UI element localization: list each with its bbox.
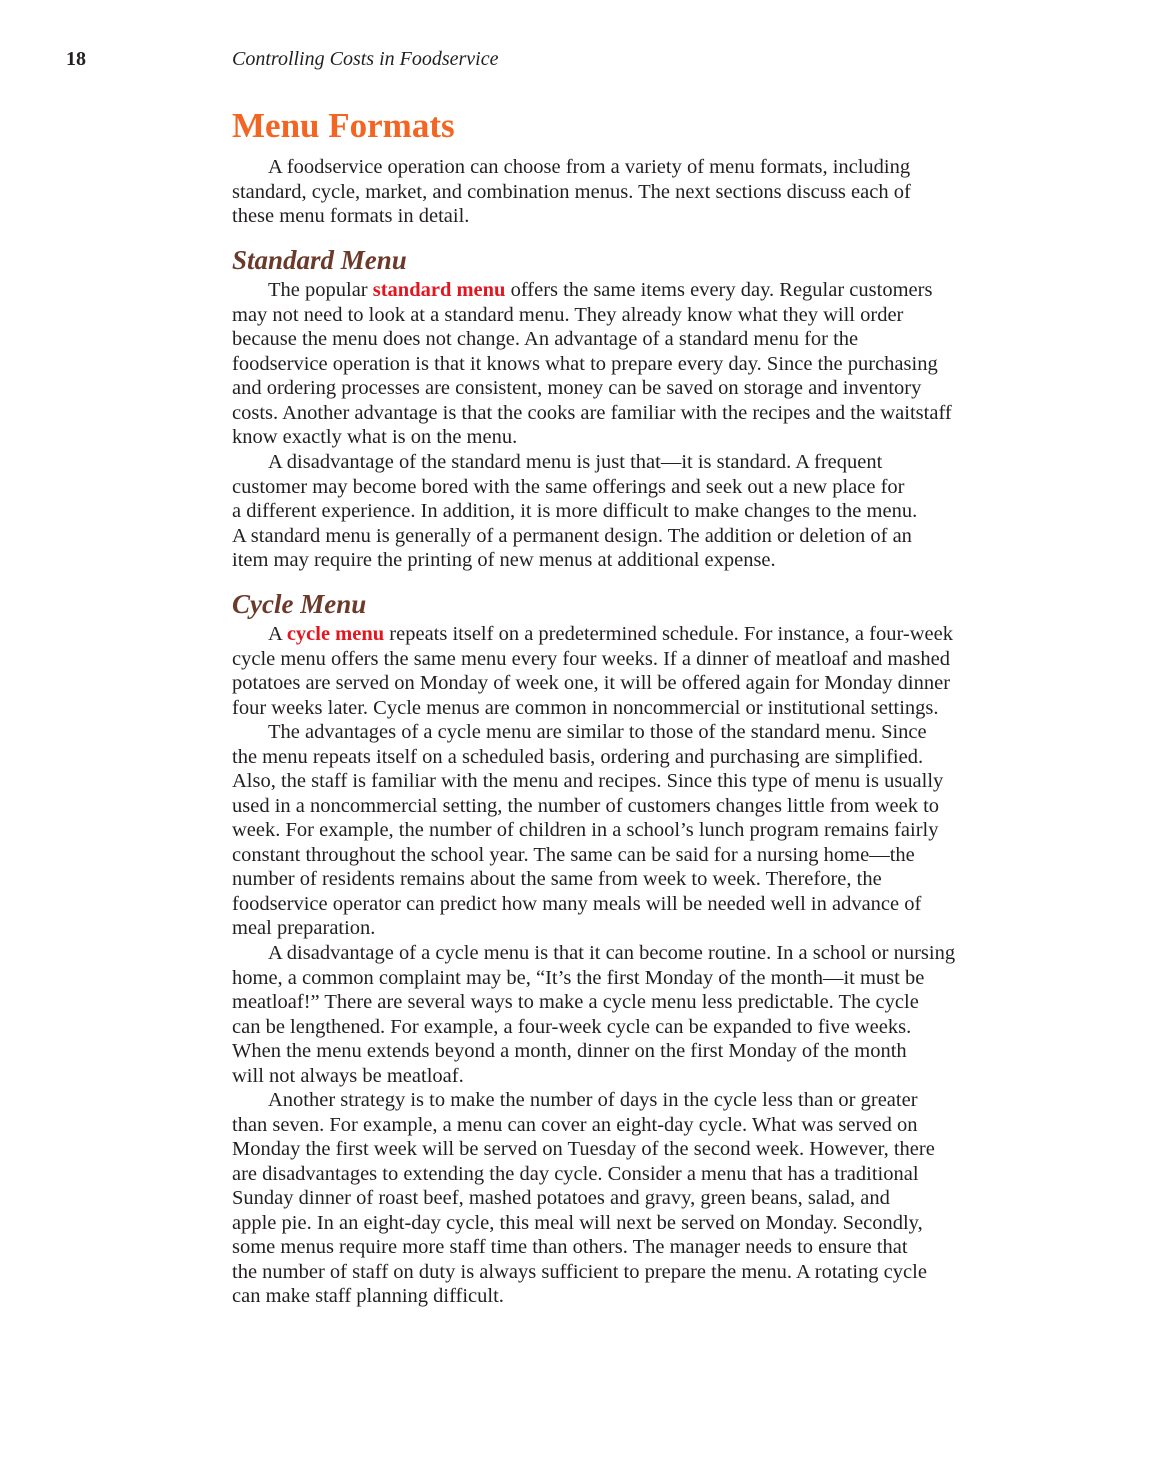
text-line: item may require the printing of new menus at additional expense. [232, 549, 776, 571]
text-line: Also, the staff is familiar with the menu and recipes. Since this type of menu is usually [232, 770, 944, 792]
paragraph [232, 450, 917, 573]
text-line [232, 278, 952, 303]
paragraph [232, 622, 953, 720]
page-number: 18 [66, 48, 86, 70]
text-line: meal preparation. [232, 917, 376, 939]
text-line: meatloaf!” There are several ways to make a cycle menu less predictable. The cycle [232, 991, 919, 1013]
text-line: can make staff planning difficult. [232, 1285, 504, 1307]
text-line: A foodservice operation can choose from a variety of menu formats, including [268, 156, 911, 178]
text-line: home, a common complaint may be, “It’s the first Monday of the month—it must be [232, 966, 925, 989]
text-line: because the menu does not change. An advantage of a standard menu for the [232, 328, 859, 350]
text-line: A standard menu is generally of a permanent design. The addition or deletion of an [232, 524, 912, 547]
text-line: the number of staff on duty is always sufficient to prepare the menu. A rotating cycle [232, 1260, 927, 1283]
text-line: costs. Another advantage is that the cooks are familiar with the recipes and the waitstaff [232, 401, 952, 424]
text-line: these menu formats in detail. [232, 205, 470, 227]
text-line: four weeks later. Cycle menus are common in noncommercial or institutional settings. [232, 696, 939, 719]
text-line: will not always be meatloaf. [232, 1064, 464, 1087]
text-line: can be lengthened. For example, a four-week cycle can be expanded to five weeks. [232, 1015, 912, 1038]
text-line: are disadvantages to extending the day cycle. Consider a menu that has a traditional [232, 1162, 919, 1185]
text-line: The advantages of a cycle menu are similar to those of the standard menu. Since [268, 721, 927, 743]
text-segment: The popular [268, 279, 373, 301]
running-header: Controlling Costs in Foodservice [232, 48, 499, 70]
text-line: may not need to look at a standard menu. They already know what they will order [232, 303, 904, 326]
paragraph [232, 720, 943, 941]
text-line: Another strategy is to make the number of days in the cycle less than or greater [268, 1089, 918, 1111]
key-term: standard menu [372, 279, 506, 301]
text-line: Sunday dinner of roast beef, mashed potatoes and gravy, green beans, salad, and [232, 1187, 890, 1209]
paragraph [232, 1088, 935, 1309]
text-line: and ordering processes are consistent, money can be saved on storage and inventory [232, 377, 922, 399]
section-title: Menu Formats [232, 106, 455, 145]
text-line: a different experience. In addition, it is more difficult to make changes to the menu. [232, 500, 918, 522]
text-line: cycle menu offers the same menu every four weeks. If a dinner of meatloaf and mashed [232, 647, 950, 670]
text-line: constant throughout the school year. The same can be said for a nursing home—the [232, 843, 915, 866]
text-line: foodservice operation is that it knows what to prepare every day. Since the purchasing [232, 352, 938, 375]
paragraph [232, 278, 952, 450]
text-segment: repeats itself on a predetermined schedule. For instance, a four-week [384, 623, 953, 645]
key-term: cycle menu [286, 623, 385, 645]
text-line: A disadvantage of a cycle menu is that it can become routine. In a school or nursing [268, 942, 956, 964]
text-line: used in a noncommercial setting, the number of customers changes little from week to [232, 794, 940, 817]
text-line: standard, cycle, market, and combination menus. The next sections discuss each of [232, 180, 911, 203]
text-line: know exactly what is on the menu. [232, 426, 518, 448]
text-segment: A [268, 623, 287, 645]
text-line: than seven. For example, a menu can cover an eight-day cycle. What was served on [232, 1113, 918, 1136]
intro-paragraph [232, 155, 911, 229]
text-line: foodservice operator can predict how many meals will be needed well in advance of [232, 892, 922, 915]
text-line: potatoes are served on Monday of week one, it will be offered again for Monday dinner [232, 672, 951, 694]
text-line: Monday the first week will be served on Tuesday of the second week. However, there [232, 1138, 935, 1160]
text-line: the menu repeats itself on a scheduled basis, ordering and purchasing are simplified. [232, 745, 924, 768]
text-line: number of residents remains about the same from week to week. Therefore, the [232, 868, 882, 890]
text-line: customer may become bored with the same offerings and seek out a new place for [232, 475, 905, 498]
text-line: week. For example, the number of children in a school’s lunch program remains fairly [232, 819, 939, 841]
paragraph [232, 941, 955, 1088]
text-line: apple pie. In an eight-day cycle, this meal will next be served on Monday. Secondly, [232, 1211, 923, 1234]
text-segment: offers the same items every day. Regular customers [505, 279, 933, 301]
text-line: some menus require more staff time than others. The manager needs to ensure that [232, 1236, 908, 1258]
heading-standard-menu: Standard Menu [232, 245, 407, 275]
text-line: When the menu extends beyond a month, dinner on the first Monday of the month [232, 1040, 907, 1062]
heading-cycle-menu: Cycle Menu [232, 589, 367, 619]
text-line: A disadvantage of the standard menu is just that—it is standard. A frequent [268, 451, 883, 473]
text-line [232, 622, 953, 647]
